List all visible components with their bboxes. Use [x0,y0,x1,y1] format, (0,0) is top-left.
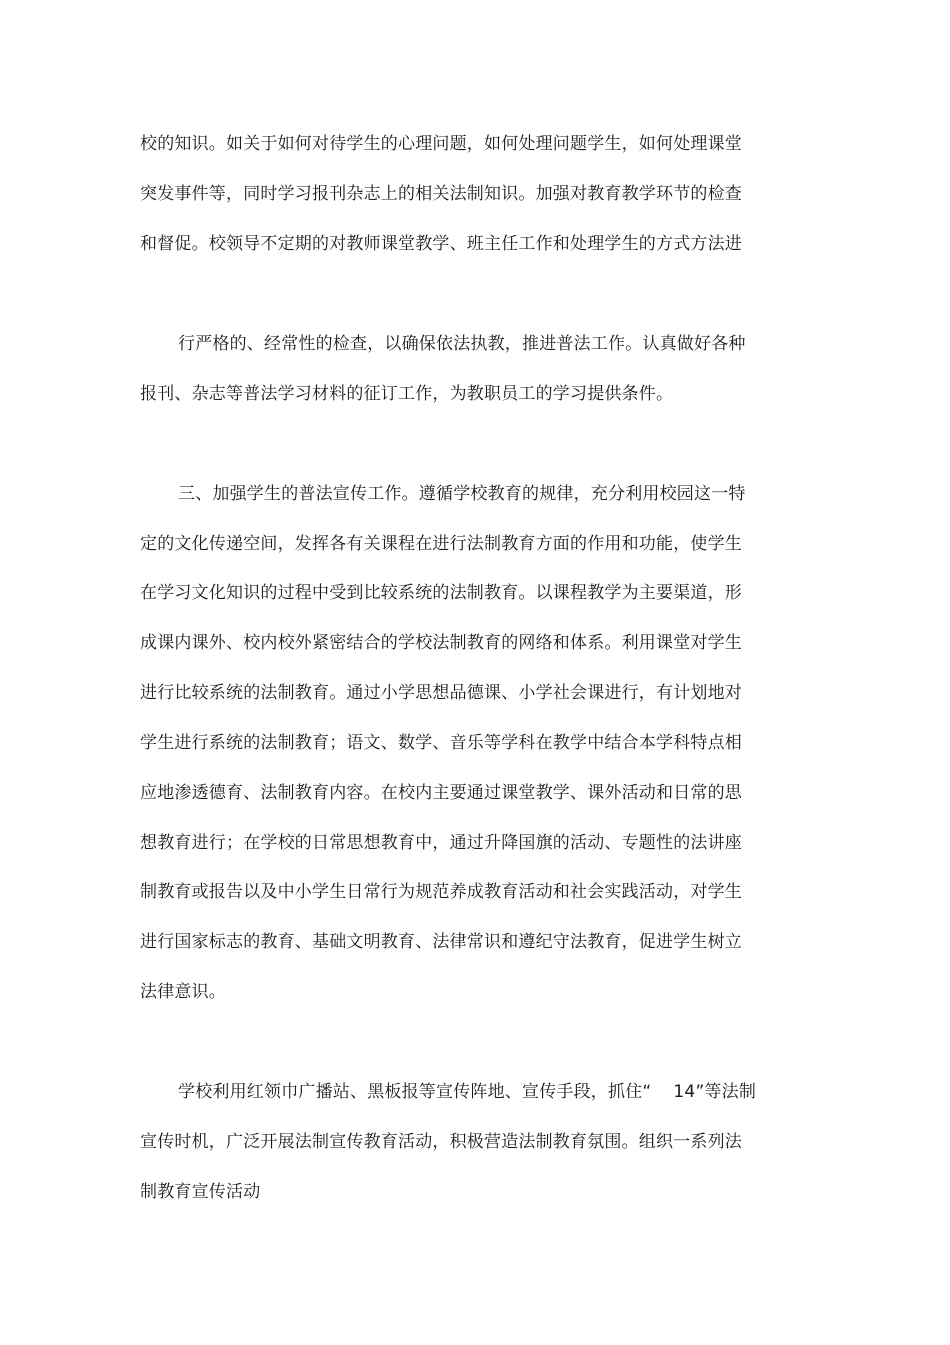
paragraph-4-line-1-part-a: 学校利用红领巾广播站、黑板报等宣传阵地、宣传手段，抓住“ [178,1082,652,1102]
paragraph-3-line-11: 法律意识。 [140,982,226,1002]
paragraph-4-line-2: 宣传时机，广泛开展法制宣传教育活动，积极营造法制教育氛围。组织一系列法 [140,1132,742,1152]
paragraph-3-line-10: 进行国家标志的教育、基础文明教育、法律常识和遵纪守法教育，促进学生树立 [140,932,742,952]
paragraph-3-line-3: 在学习文化知识的过程中受到比较系统的法制教育。以课程教学为主要渠道，形 [140,583,742,603]
paragraph-3-line-9: 制教育或报告以及中小学生日常行为规范养成教育活动和社会实践活动，对学生 [140,882,742,902]
paragraph-4-line-1 [178,1080,756,1104]
paragraph-3-line-1: 三、加强学生的普法宣传工作。遵循学校教育的规律，充分利用校园这一特 [178,484,746,504]
paragraph-4-line-1-part-b: 14”等法制 [673,1082,757,1102]
paragraph-1-line-3: 和督促。校领导不定期的对教师课堂教学、班主任工作和处理学生的方式方法进 [140,234,742,254]
paragraph-2-line-2: 报刊、杂志等普法学习材料的征订工作，为教职员工的学习提供条件。 [140,384,674,404]
paragraph-3-line-4: 成课内课外、校内校外紧密结合的学校法制教育的网络和体系。利用课堂对学生 [140,633,742,653]
paragraph-3-line-2: 定的文化传递空间，发挥各有关课程在进行法制教育方面的作用和功能，使学生 [140,534,742,554]
paragraph-1-line-2: 突发事件等，同时学习报刊杂志上的相关法制知识。加强对教育教学环节的检查 [140,184,742,204]
paragraph-3-line-6: 学生进行系统的法制教育；语文、数学、音乐等学科在教学中结合本学科特点相 [140,733,742,753]
paragraph-1-line-1: 校的知识。如关于如何对待学生的心理问题，如何处理问题学生，如何处理课堂 [140,134,742,154]
paragraph-4-line-3: 制教育宣传活动 [140,1182,261,1202]
paragraph-3-line-5: 进行比较系统的法制教育。通过小学思想品德课、小学社会课进行，有计划地对 [140,683,742,703]
paragraph-3-line-7: 应地渗透德育、法制教育内容。在校内主要通过课堂教学、课外活动和日常的思 [140,783,742,803]
paragraph-2-line-1: 行严格的、经常性的检查，以确保依法执教，推进普法工作。认真做好各种 [178,334,746,354]
paragraph-3-line-8: 想教育进行；在学校的日常思想教育中，通过升降国旗的活动、专题性的法讲座 [140,833,742,853]
